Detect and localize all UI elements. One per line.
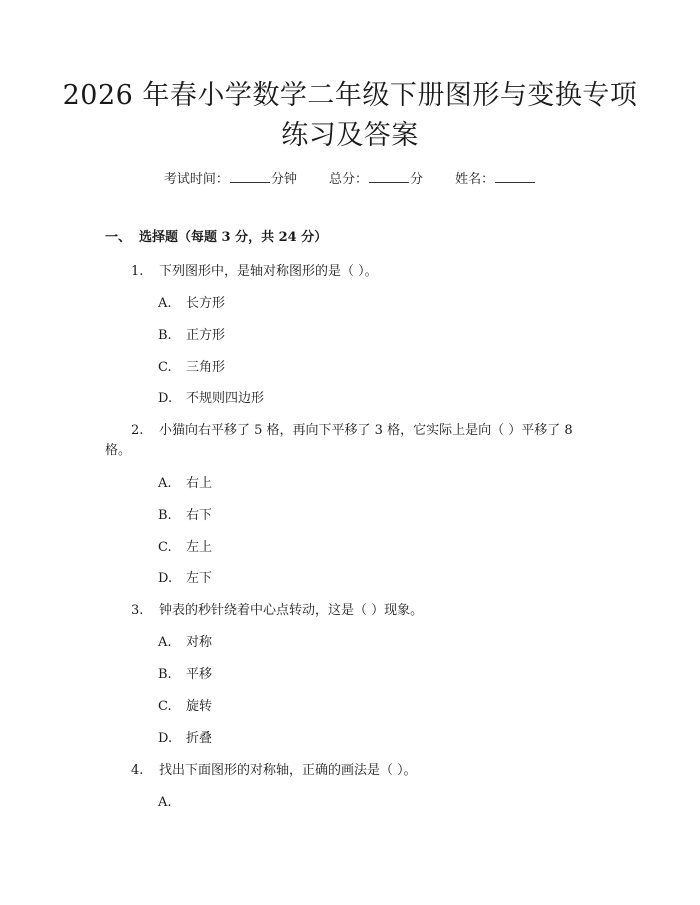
option-1a bbox=[158, 294, 225, 314]
question-number: 1. bbox=[131, 264, 144, 279]
option-2d bbox=[158, 569, 212, 589]
option-text: 正方形 bbox=[186, 328, 226, 343]
question-4 bbox=[105, 761, 600, 781]
option-letter: C. bbox=[158, 360, 172, 375]
option-text: 不规则四边形 bbox=[186, 391, 265, 406]
exam-info-line bbox=[0, 168, 700, 190]
student-name-field bbox=[455, 172, 536, 187]
question-number: 3. bbox=[131, 603, 144, 618]
total-score-blank bbox=[369, 168, 409, 183]
option-3a bbox=[158, 633, 212, 653]
option-3b bbox=[158, 665, 212, 685]
option-letter: A. bbox=[158, 476, 172, 491]
option-letter: C. bbox=[158, 540, 172, 555]
question-1 bbox=[105, 262, 600, 282]
section-number: 一、 bbox=[105, 230, 132, 245]
question-text: 下列图形中，是轴对称图形的是（ ）。 bbox=[159, 264, 378, 279]
option-1d bbox=[158, 389, 264, 409]
option-text: 对称 bbox=[186, 635, 213, 650]
total-score-label: 总分： bbox=[328, 172, 368, 187]
option-2b bbox=[158, 506, 212, 526]
question-text: 小猫向右平移了 5 格，再向下平移了 3 格，它实际上是向（ ）平移了 8 格。 bbox=[105, 423, 573, 458]
option-text: 旋转 bbox=[186, 699, 213, 714]
option-letter: B. bbox=[158, 508, 172, 523]
option-text: 右下 bbox=[186, 508, 213, 523]
option-letter: A. bbox=[158, 296, 172, 311]
option-text: 三角形 bbox=[186, 360, 226, 375]
total-score-unit: 分 bbox=[410, 172, 424, 187]
option-3d bbox=[158, 729, 212, 749]
option-letter: C. bbox=[158, 699, 172, 714]
question-3 bbox=[105, 601, 600, 621]
option-text: 左下 bbox=[186, 571, 213, 586]
option-letter: A. bbox=[158, 635, 172, 650]
option-letter: D. bbox=[158, 571, 173, 586]
question-text: 找出下面图形的对称轴，正确的画法是（ ）。 bbox=[159, 763, 417, 778]
option-text: 折叠 bbox=[186, 731, 213, 746]
option-letter: D. bbox=[158, 731, 173, 746]
option-letter: A. bbox=[158, 795, 172, 810]
option-letter: B. bbox=[158, 328, 172, 343]
option-2a bbox=[158, 474, 212, 494]
question-2 bbox=[105, 421, 600, 461]
total-score-field bbox=[329, 172, 423, 187]
option-2c bbox=[158, 538, 212, 558]
option-1c bbox=[158, 358, 225, 378]
student-name-blank bbox=[495, 168, 535, 183]
option-text: 长方形 bbox=[186, 296, 226, 311]
option-1b bbox=[158, 326, 225, 346]
exam-time-blank bbox=[230, 168, 270, 183]
option-text: 平移 bbox=[186, 667, 213, 682]
student-name-label: 姓名： bbox=[455, 172, 495, 187]
option-letter: D. bbox=[158, 391, 173, 406]
question-number: 4. bbox=[131, 763, 144, 778]
section-heading bbox=[105, 228, 327, 248]
exam-time-field bbox=[164, 172, 297, 187]
option-text: 右上 bbox=[186, 476, 213, 491]
question-number: 2. bbox=[131, 423, 144, 438]
question-text: 钟表的秒针绕着中心点转动，这是（ ）现象。 bbox=[159, 603, 424, 618]
page-title: 2026 年春小学数学二年级下册图形与变换专项练习及答案 bbox=[62, 80, 638, 151]
option-3c bbox=[158, 697, 212, 717]
exam-time-unit: 分钟 bbox=[270, 172, 297, 187]
option-4a bbox=[158, 793, 186, 813]
option-letter: B. bbox=[158, 667, 172, 682]
option-text: 左上 bbox=[186, 540, 213, 555]
section-title: 选择题（每题 3 分，共 24 分） bbox=[139, 230, 328, 245]
exam-time-label: 考试时间： bbox=[163, 172, 229, 187]
